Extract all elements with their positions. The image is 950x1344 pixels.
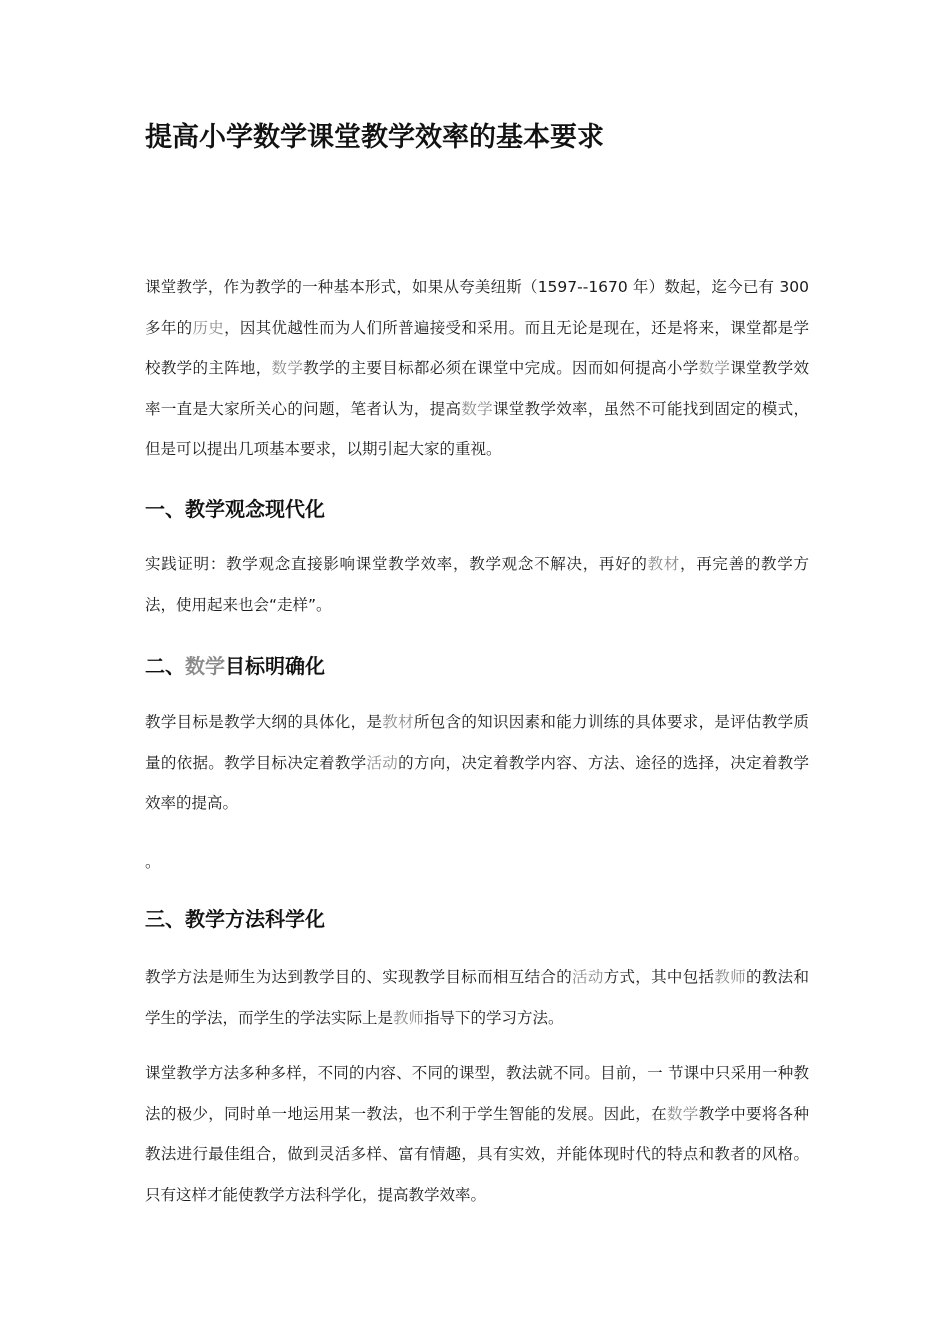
- section3-paragraph-1: 教学方法是师生为达到教学目的、实现教学目标而相互结合的活动方式，其中包括教师的教法和学生的学法，而学生的学法实际上是教师指导下的学习方法。: [145, 968, 809, 1027]
- link-textbook[interactable]: 教材: [647, 555, 680, 573]
- link-teacher[interactable]: 教师: [393, 1008, 425, 1027]
- section1-paragraph: 实践证明：教学观念直接影响课堂教学效率，教学观念不解决，再好的教材，再完善的教学方法，使用起来也会“走样”。: [145, 555, 809, 614]
- section-heading-1: 一、教学观念现代化: [145, 497, 325, 521]
- link-math[interactable]: 数学: [461, 399, 493, 418]
- link-history[interactable]: 历史: [192, 318, 225, 337]
- link-textbook[interactable]: 教材: [382, 713, 414, 731]
- section3-paragraph-2: 课堂教学方法多种多样，不同的内容、不同的课型，教法就不同。目前，一 节课中只采用一种教法的极少，同时单一地运用某一教法，也不利于学生智能的发展。因此，在数学教学中要将各种教法进行最佳组合，做到灵活多样、富有情趣，具有实效，并能体现时代的特点和教者的风格。只有这样才能使教学方法科学化，提高教学效率。: [145, 1064, 809, 1204]
- document-title: 提高小学数学课堂教学效率的基本要求: [145, 122, 604, 153]
- link-math[interactable]: 数学: [271, 359, 304, 377]
- link-teacher[interactable]: 教师: [714, 968, 747, 986]
- section-heading-2: 二、数学目标明确化: [145, 654, 325, 678]
- link-activity[interactable]: 活动: [366, 753, 399, 772]
- stray-punctuation: 。: [145, 853, 161, 871]
- section-heading-3: 三、教学方法科学化: [145, 907, 325, 931]
- section2-paragraph: 教学目标是教学大纲的具体化，是教材所包含的知识因素和能力训练的具体要求，是评估教学质量的依据。教学目标决定着教学活动的方向，决定着教学内容、方法、途径的选择，决定着教学效率的提高。: [145, 713, 809, 812]
- link-math[interactable]: 数学: [666, 1104, 699, 1123]
- intro-paragraph: 课堂教学，作为教学的一种基本形式，如果从夸美纽斯（1597--1670 年）数起，迄今已有 300 多年的历史，因其优越性而为人们所普遍接受和采用。而且无论是现在，还是将来，课堂都是学校教学的主阵地，数学教学的主要目标都必须在课堂中完成。因而如何提高小学数学课堂教学效率一直是大家所关心的问题，笔者认为，提高数学课堂教学效率，虽然不可能找到固定的模式，但是可以提出几项基本要求，以期引起大家的重视。: [145, 278, 809, 458]
- link-activity[interactable]: 活动: [572, 968, 604, 986]
- link-math[interactable]: 数学: [185, 654, 225, 678]
- link-math[interactable]: 数学: [698, 359, 731, 377]
